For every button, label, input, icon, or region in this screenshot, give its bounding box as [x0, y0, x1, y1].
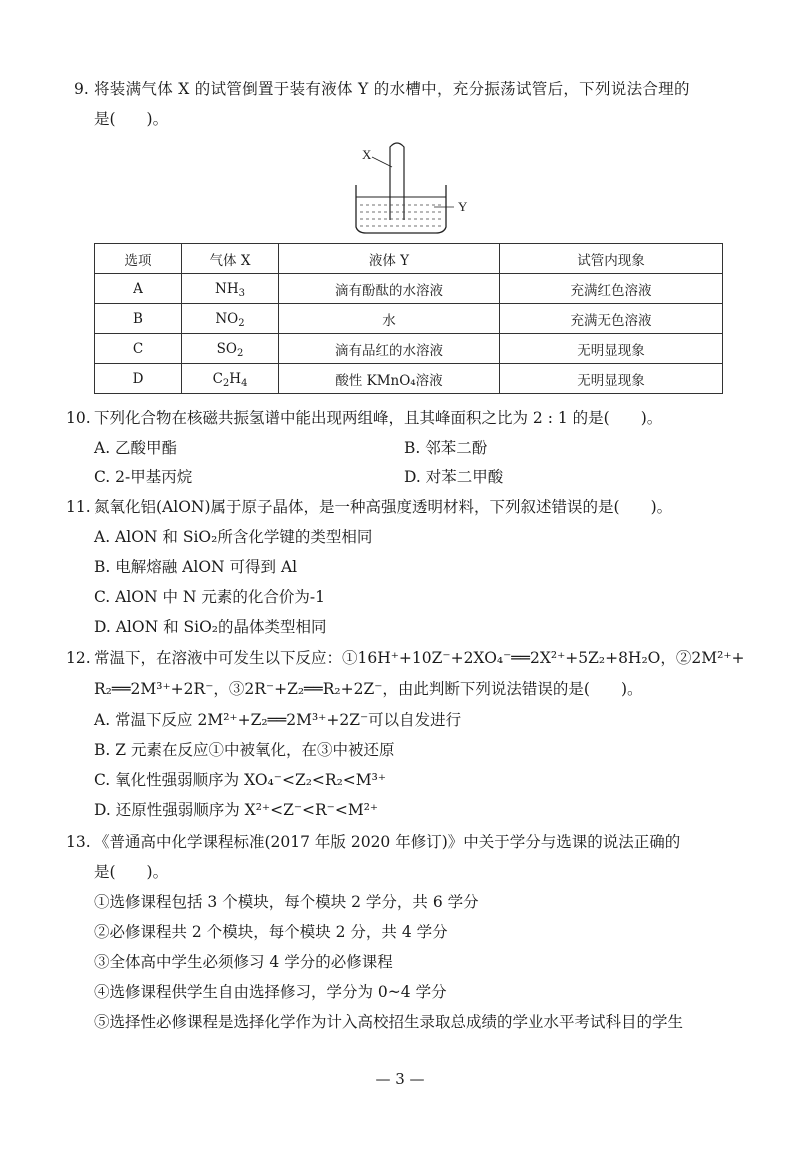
q13-item-3: ③全体高中学生必须修习 4 学分的必修课程	[94, 953, 393, 971]
table-row	[95, 274, 723, 304]
cell-phenomenon: 无明显现象	[500, 364, 723, 394]
q10-option-a: A. 乙酸甲酯	[94, 439, 178, 457]
q11-number: 11.	[66, 498, 91, 516]
q13-item-1: ①选修课程包括 3 个模块，每个模块 2 学分，共 6 学分	[94, 893, 479, 911]
table-row	[95, 334, 723, 364]
cell-phenomenon: 充满无色溶液	[500, 304, 723, 334]
th-gas: 气体 X	[182, 244, 279, 274]
q12-option-d: D. 还原性强弱顺序为 X²⁺<Z⁻<R⁻<M²⁺	[94, 801, 379, 819]
cell-liquid: 水	[279, 304, 500, 334]
q13-item-2: ②必修课程共 2 个模块，每个模块 2 分，共 4 学分	[94, 923, 448, 941]
q12-option-a: A. 常温下反应 2M²⁺+Z₂══2M³⁺+2Z⁻可以自发进行	[94, 711, 462, 729]
cell-option: C	[95, 334, 182, 364]
q11-option-a: A. AlON 和 SiO₂所含化学键的类型相同	[94, 528, 373, 546]
th-liquid: 液体 Y	[279, 244, 500, 274]
q10-option-c: C. 2-甲基丙烷	[94, 468, 193, 486]
q9-stem-line1: 将装满气体 X 的试管倒置于装有液体 Y 的水槽中，充分振荡试管后，下列说法合理的	[94, 80, 690, 98]
cell-phenomenon: 无明显现象	[500, 334, 723, 364]
q13-item-4: ④选修课程供学生自由选择修习，学分为 0~4 学分	[94, 983, 447, 1001]
q11-option-c: C. AlON 中 N 元素的化合价为-1	[94, 588, 326, 606]
cell-gas: $NO_2$	[182, 304, 279, 334]
q9-table	[94, 243, 723, 394]
table-row	[95, 304, 723, 334]
table-row	[95, 364, 723, 394]
cell-option: D	[95, 364, 182, 394]
th-option: 选项	[95, 244, 182, 274]
q10-number: 10.	[66, 409, 91, 427]
cell-liquid: 滴有酚酞的水溶液	[279, 274, 500, 304]
cell-gas: $NH_3$	[182, 274, 279, 304]
cell-liquid: 酸性 KMnO₄溶液	[279, 364, 500, 394]
q11-stem: 氮氧化铝(AlON)属于原子晶体，是一种高强度透明材料，下列叙述错误的是( )。	[94, 498, 673, 516]
cell-gas: $C_2H_4$	[182, 364, 279, 394]
cell-option: A	[95, 274, 182, 304]
cell-liquid: 滴有品红的水溶液	[279, 334, 500, 364]
q10-stem: 下列化合物在核磁共振氢谱中能出现两组峰，且其峰面积之比为 2 : 1 的是( )。	[94, 409, 663, 427]
th-phenomenon: 试管内现象	[500, 244, 723, 274]
q12-number: 12.	[66, 649, 91, 667]
cell-option: B	[95, 304, 182, 334]
diagram-label-x: X	[362, 147, 372, 162]
cell-gas: $SO_2$	[182, 334, 279, 364]
test-tube-diagram	[350, 135, 480, 240]
q13-stem-line2: 是( )。	[94, 863, 169, 881]
cell-phenomenon: 充满红色溶液	[500, 274, 723, 304]
q9-number: 9.	[74, 80, 89, 98]
q10-option-d: D. 对苯二甲酸	[404, 468, 504, 486]
diagram-label-y: Y	[458, 199, 468, 214]
q13-item-5: ⑤选择性必修课程是选择化学作为计入高校招生录取总成绩的学业水平考试科目的学生	[94, 1013, 684, 1031]
q12-option-c: C. 氧化性强弱顺序为 XO₄⁻<Z₂<R₂<M³⁺	[94, 771, 387, 789]
q10-option-b: B. 邻苯二酚	[404, 439, 488, 457]
q13-stem-line1: 《普通高中化学课程标准(2017 年版 2020 年修订)》中关于学分与选课的说法正确的	[94, 833, 681, 851]
table-header-row	[95, 244, 723, 274]
q12-stem-line1: 常温下，在溶液中可发生以下反应：①16H⁺+10Z⁻+2XO₄⁻══2X²⁺+5Z₂+8H₂O，②2M²⁺+	[94, 649, 745, 667]
q11-option-b: B. 电解熔融 AlON 可得到 Al	[94, 558, 298, 576]
q12-option-b: B. Z 元素在反应①中被氧化，在③中被还原	[94, 741, 395, 759]
q9-stem-line2: 是( )。	[94, 110, 169, 128]
q12-stem-line2: R₂══2M³⁺+2R⁻，③2R⁻+Z₂══R₂+2Z⁻，由此判断下列说法错误的是( )。	[94, 680, 643, 698]
q11-option-d: D. AlON 和 SiO₂的晶体类型相同	[94, 618, 327, 636]
q13-number: 13.	[66, 833, 91, 851]
page-number: — 3 —	[375, 1070, 425, 1088]
